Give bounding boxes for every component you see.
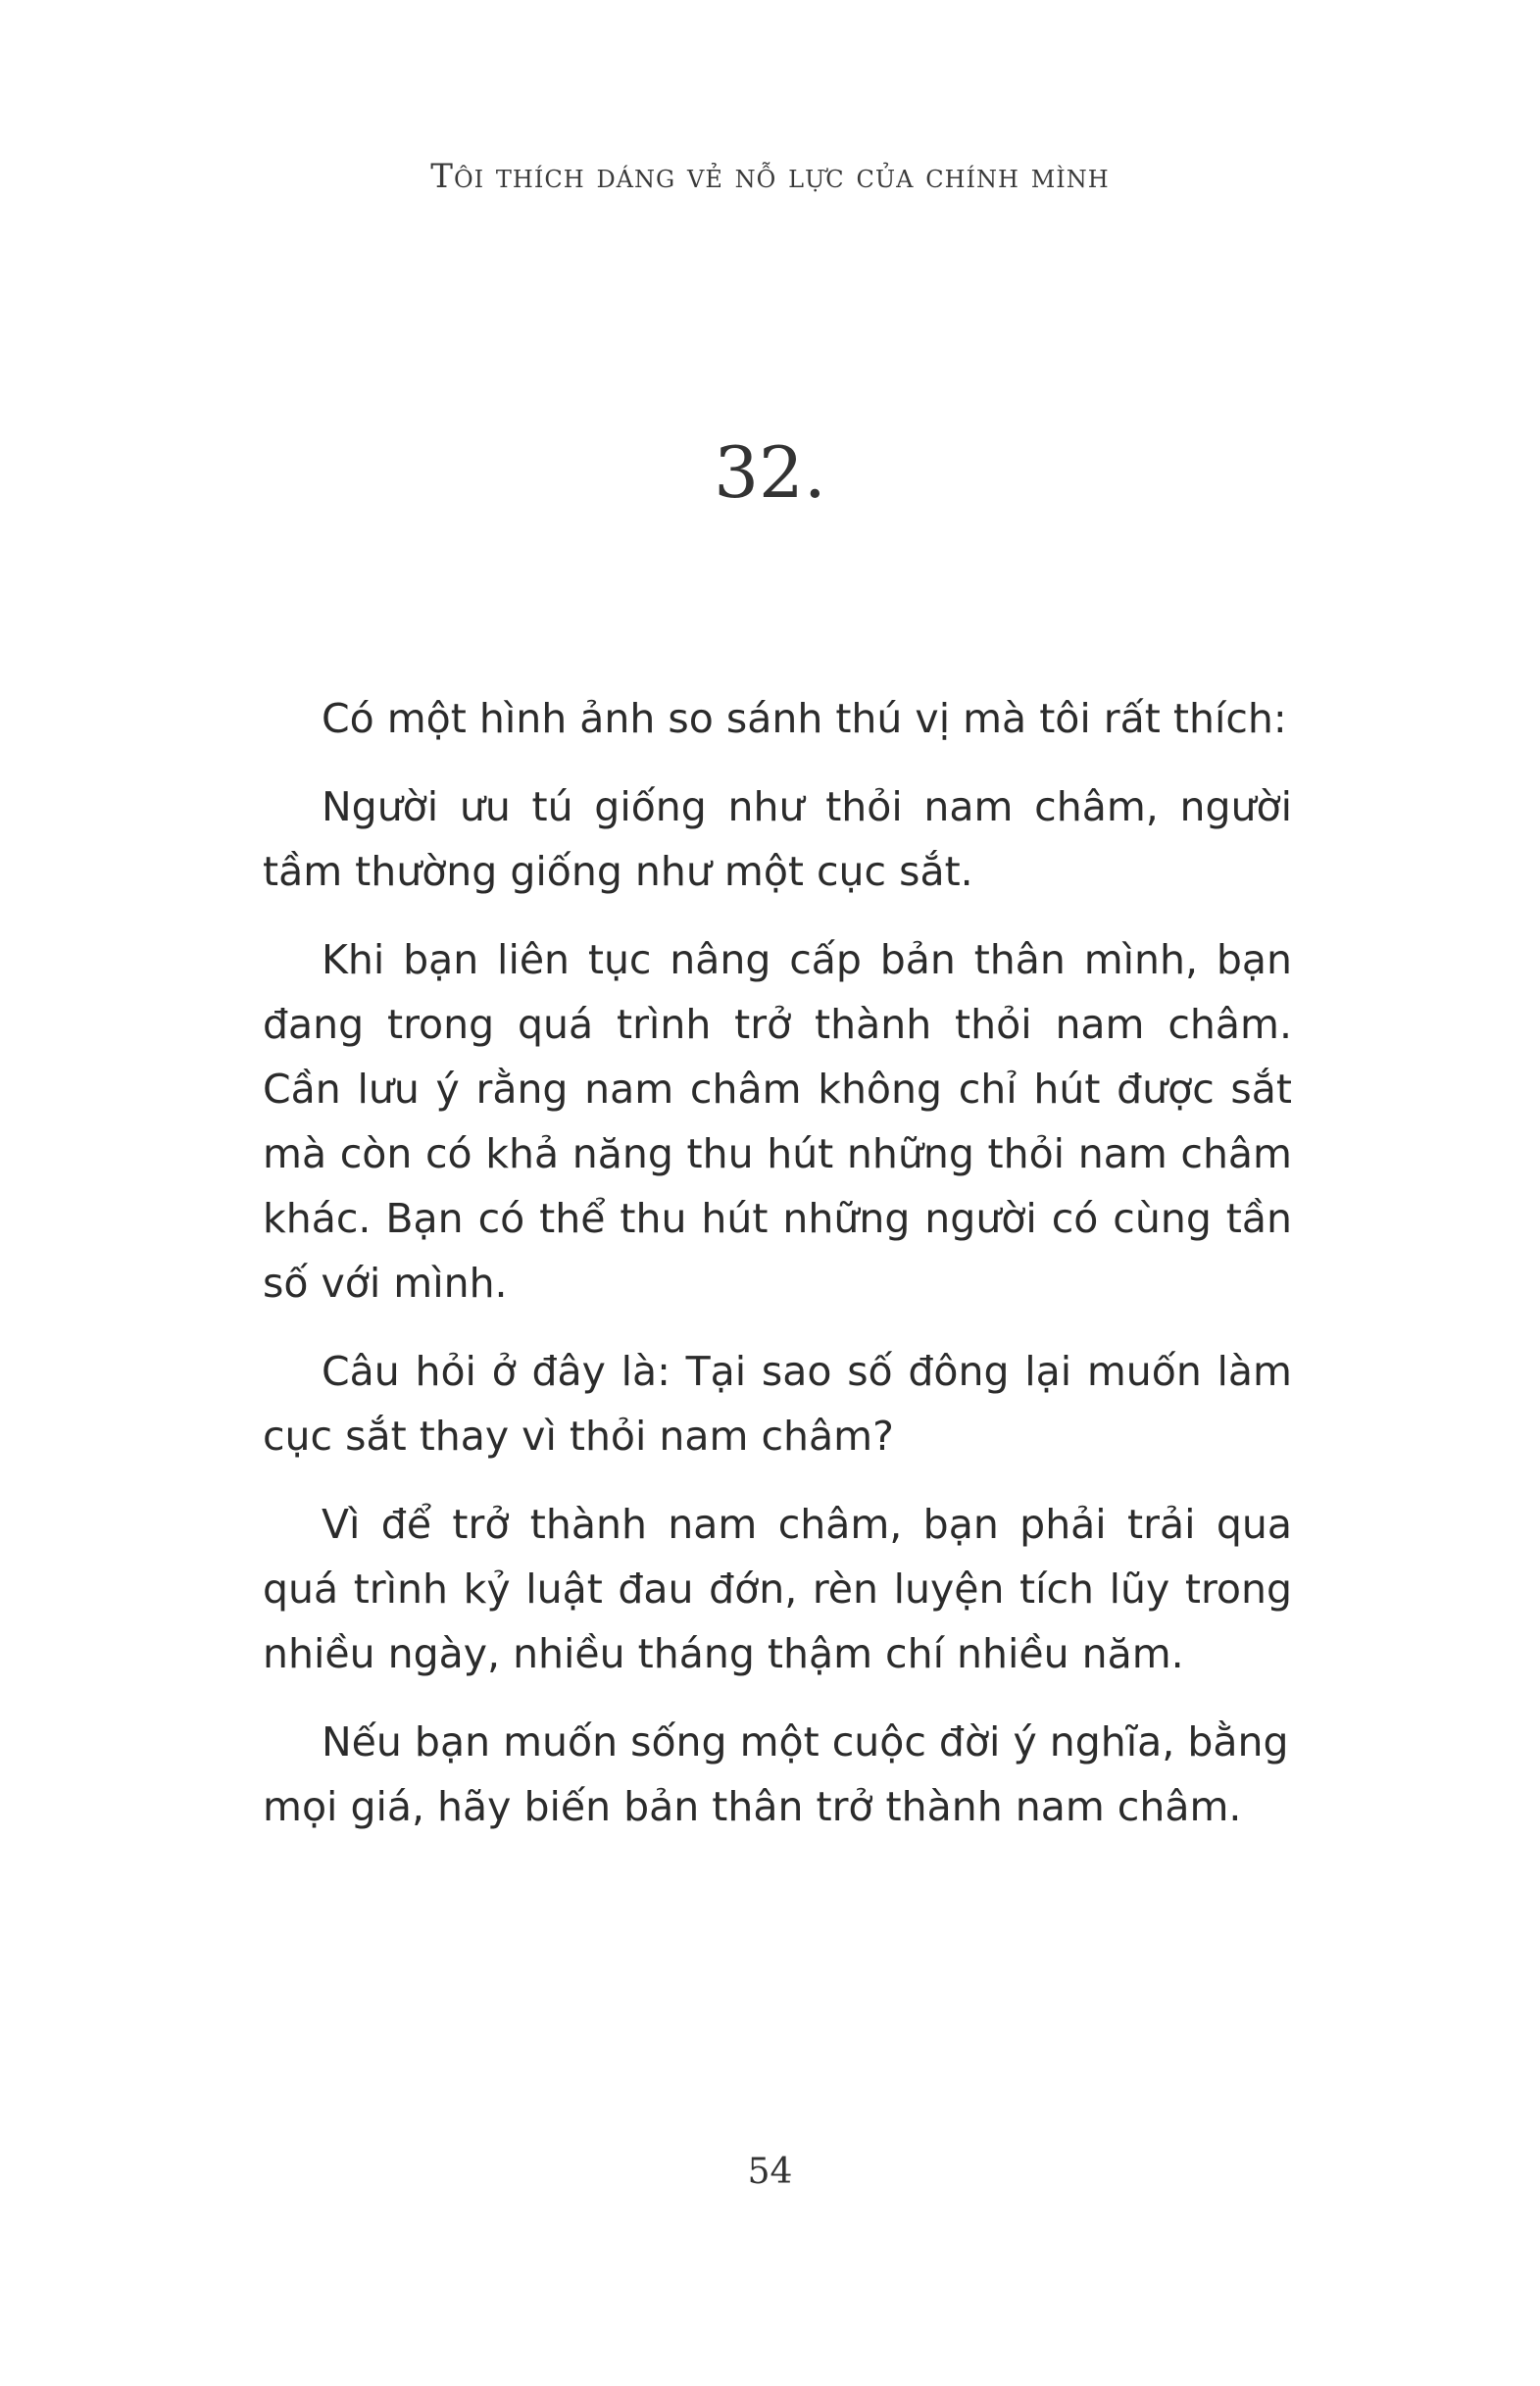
- paragraph: Khi bạn liên tục nâng cấp bản thân mình, bạn đang trong quá trình trở thành thỏi nam châm. Cần lưu ý rằng nam châm không chỉ hút được sắt mà còn có khả năng thu hút những thỏi nam châm khác. Bạn có thể thu hút những người có cùng tần số với mình.: [263, 936, 1292, 1307]
- page-number: 54: [747, 2152, 793, 2192]
- paragraph: Người ưu tú giống như thỏi nam châm, người tầm thường giống như một cục sắt.: [263, 783, 1292, 895]
- running-header: Tôi thích dáng vẻ nỗ lực của chính mình: [430, 157, 1110, 196]
- paragraph: Vì để trở thành nam châm, bạn phải trải qua quá trình kỷ luật đau đớn, rèn luyện tích lũy trong nhiều ngày, nhiều tháng thậm chí nhiều năm.: [263, 1501, 1292, 1677]
- paragraph: Có một hình ảnh so sánh thú vị mà tôi rất thích:: [322, 695, 1287, 742]
- paragraph: Câu hỏi ở đây là: Tại sao số đông lại muốn làm cục sắt thay vì thỏi nam châm?: [263, 1348, 1292, 1460]
- chapter-number: 32.: [714, 431, 826, 514]
- paragraph: Nếu bạn muốn sống một cuộc đời ý nghĩa, bằng mọi giá, hãy biến bản thân trở thành nam châm.: [263, 1718, 1289, 1830]
- body-text: [263, 686, 1292, 1863]
